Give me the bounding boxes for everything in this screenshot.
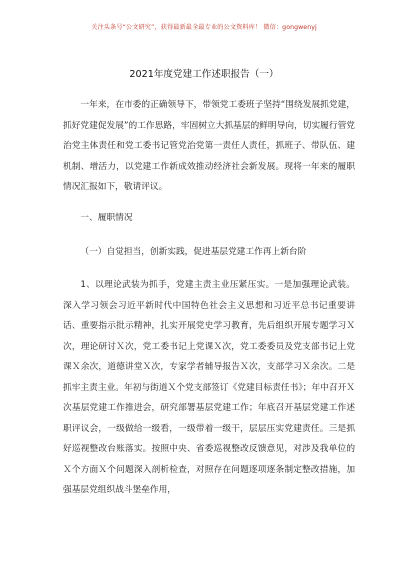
- subsection-heading-block: [63, 242, 355, 263]
- section-heading-block: [63, 208, 355, 229]
- document-title: 2021年度党建工作述职报告（一）: [129, 69, 279, 80]
- intro-paragraph: 一年来，在市委的正确领导下，带领党工委班子坚持“围绕发展抓党建，抓好党建促发展”的工作思路，牢固树立大抓基层的鲜明导向，切实履行管党治党主体责任和党工委书记管党治党第一责任人责任，抓班子、带队伍、建机制、增活力，以党建工作新成效推动经济社会新发展。现将一年来的履职情况汇报如下，敬请评议。: [63, 100, 355, 192]
- point-paragraph: 1、以理论武装为抓手，党建主责主业压紧压实。一是加强理论武装。深入学习领会习近平新时代中国特色社会主义思想和习近平总书记重要讲话、重要指示批示精神，扎实开展党史学习教育，先后组织开展专题学习Ｘ次，理论研讨Ｘ次，党工委书记上党课Ｘ次，党工委委员及党支部书记上党课Ｘ余次，道德讲堂Ｘ次，专家学者辅导报告Ｘ次，支部学习Ｘ余次。二是抓牢主责主业。年初与街道Ｘ个党支部签订《党建目标责任书》；年中召开Ｘ次基层党建工作推进会，研究部署基层党建工作；年底召开基层党建工作述职评议会，一级做给一级看，一级带着一级干，层层压实党建责任。三是抓好巡视整改台账落实。按照中央、省委巡视整改反馈意见，对涉及我单位的Ｘ个方面Ｘ个问题深入剖析检查，对照存在问题逐项逐条制定整改措施，加强基层党组织战斗堡垒作用，: [63, 280, 355, 495]
- point-paragraph-block: [63, 275, 355, 501]
- subsection-heading: （一）自觉担当，创新实践，促进基层党建工作再上新台阶: [80, 247, 307, 257]
- promo-banner: 关注头条号“公文研究”，获得最新最全最专业的公文资料库！ 微信：gongwenyj: [91, 24, 317, 31]
- section-heading: 一、履职情况: [80, 213, 133, 223]
- intro-paragraph-block: [63, 95, 355, 198]
